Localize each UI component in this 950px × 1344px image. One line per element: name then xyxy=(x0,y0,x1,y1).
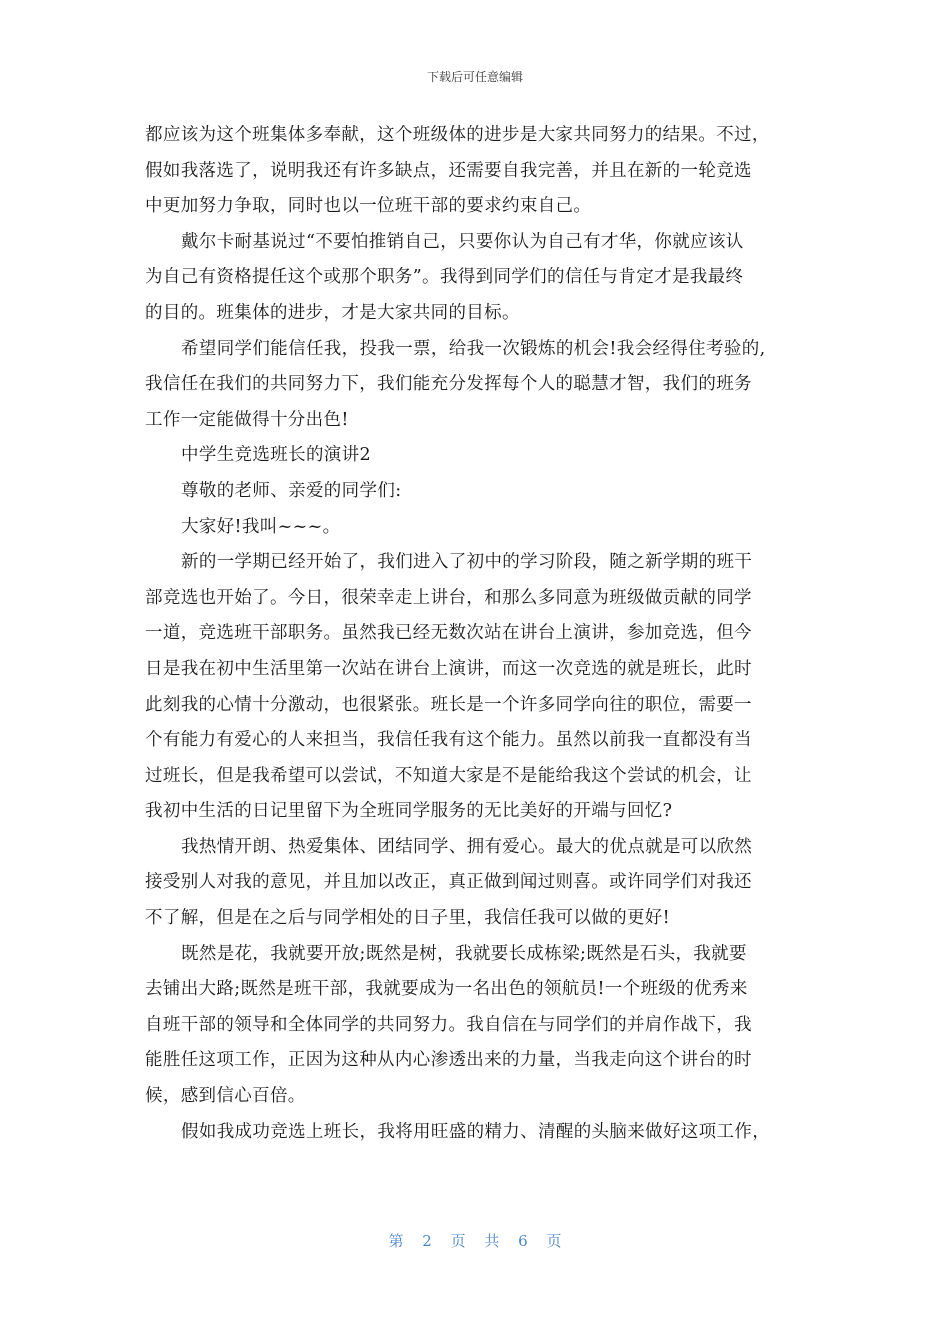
text-line: 候，感到信心百倍。 xyxy=(145,1086,306,1107)
text-line: 自班干部的领导和全体同学的共同努力。我自信在与同学们的并肩作战下，我 xyxy=(145,1014,752,1035)
text-line: 中更加努力争取，同时也以一位班干部的要求约束自己。 xyxy=(145,196,592,217)
text-line: 此刻我的心情十分激动，也很紧张。班长是一个许多同学向往的职位，需要一 xyxy=(145,694,752,715)
text-line: 既然是花，我就要开放;既然是树，我就要长成栋梁;既然是石头，我就要 xyxy=(181,943,747,964)
document-body xyxy=(145,118,810,1150)
text-line: 日是我在初中生活里第一次站在讲台上演讲，而这一次竞选的就是班长，此时 xyxy=(145,658,752,679)
text-line: 个有能力有爱心的人来担当，我信任我有这个能力。虽然以前我一直都没有当 xyxy=(145,730,752,751)
text-line: 假如我成功竞选上班长，我将用旺盛的精力、清醒的头脑来做好这项工作， xyxy=(181,1121,771,1142)
text-line: 一道，竞选班干部职务。虽然我已经无数次站在讲台上演讲，参加竞选，但今 xyxy=(145,623,752,644)
page-number-footer: 第 2 页 共 6 页 xyxy=(388,1232,562,1250)
text-line: 我信任在我们的共同努力下，我们能充分发挥每个人的聪慧才智，我们的班务 xyxy=(145,374,752,395)
text-line: 我热情开朗、热爱集体、团结同学、拥有爱心。最大的优点就是可以欣然 xyxy=(181,836,753,857)
text-line: 都应该为这个班集体多奉献，这个班级体的进步是大家共同努力的结果。不过， xyxy=(145,125,770,145)
text-line: 过班长，但是我希望可以尝试，不知道大家是不是能给我这个尝试的机会，让 xyxy=(145,765,752,786)
text-line: 部竞选也开始了。今日，很荣幸走上讲台，和那么多同意为班级做贡献的同学 xyxy=(145,587,752,608)
text-line: 接受别人对我的意见，并且加以改正，真正做到闻过则喜。或许同学们对我还 xyxy=(145,872,752,893)
text-line: 戴尔卡耐基说过“不要怕推销自己，只要你认为自己有才华，你就应该认 xyxy=(181,231,744,252)
text-line: 假如我落选了，说明我还有许多缺点，还需要自我完善，并且在新的一轮竞选 xyxy=(145,160,752,181)
text-line: 我初中生活的日记里留下为全班同学服务的无比美好的开端与回忆? xyxy=(145,801,673,822)
text-line: 的目的。班集体的进步，才是大家共同的目标。 xyxy=(145,302,520,323)
text-line: 大家好!我叫~~~。 xyxy=(181,516,341,537)
text-line: 为自己有资格提任这个或那个职务”。我得到同学们的信任与肯定才是我最终 xyxy=(145,267,744,288)
page-header: 下载后可任意编辑 xyxy=(426,70,523,84)
text-line: 希望同学们能信任我，投我一票，给我一次锻炼的机会!我会经得住考验的, xyxy=(181,338,766,359)
text-line: 去铺出大路;既然是班干部，我就要成为一名出色的领航员!一个班级的优秀来 xyxy=(145,979,748,1000)
text-line: 新的一学期已经开始了，我们进入了初中的学习阶段，随之新学期的班干 xyxy=(181,552,753,573)
text-line: 不了解，但是在之后与同学相处的日子里，我信任我可以做的更好! xyxy=(145,908,671,929)
text-line: 工作一定能做得十分出色! xyxy=(145,409,349,430)
text-line: 中学生竞选班长的演讲2 xyxy=(181,445,371,466)
text-line: 能胜任这项工作，正因为这种从内心渗透出来的力量，当我走向这个讲台的时 xyxy=(145,1050,752,1071)
text-line: 尊敬的老师、亲爱的同学们: xyxy=(181,480,402,501)
